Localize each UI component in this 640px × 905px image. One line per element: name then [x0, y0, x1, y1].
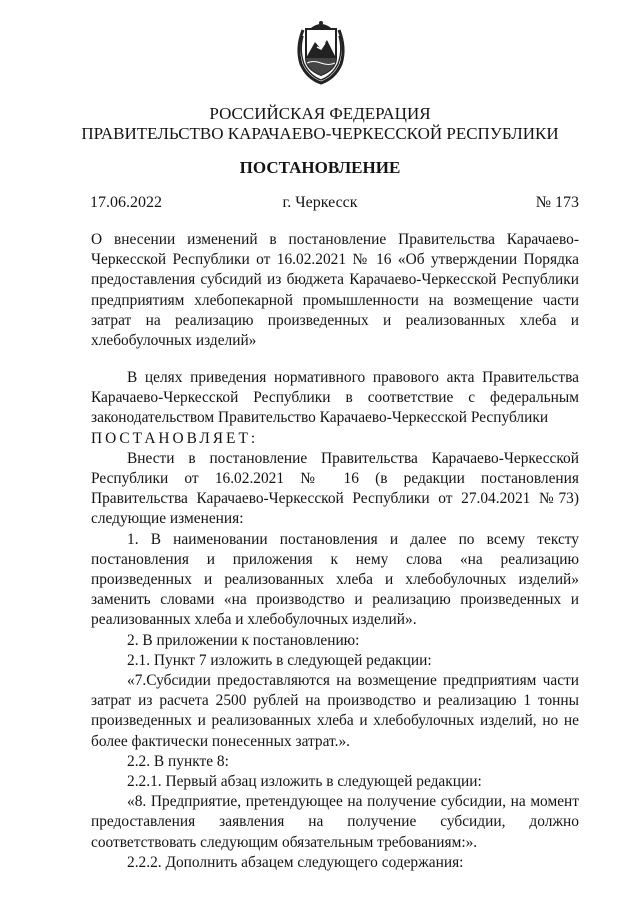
document-date: 17.06.2022: [90, 194, 162, 211]
paragraph-item-2-2-1: 2.2.1. Первый абзац изложить в следующей редакции:: [127, 773, 482, 791]
government-heading: ПРАВИТЕЛЬСТВО КАРАЧАЕВО-ЧЕРКЕССКОЙ РЕСПУБЛИКИ: [81, 124, 559, 143]
paragraph-item-2-1: 2.1. Пункт 7 изложить в следующей редакции:: [127, 651, 432, 669]
document-subject: [91, 230, 579, 351]
paragraph-amend-intro: Внести в постановление Правительства Карачаево-Черкесской Республики от 16.02.2021 № 16 (в редакции постановления Правительства Карачаево-Черкесской Республики от 27.04.2021 №73) следующие изменения:: [91, 449, 579, 528]
decree-word: ПОСТАНОВЛЯЕТ:: [91, 429, 259, 447]
document-number: № 173: [535, 194, 579, 211]
preamble-paragraph: В целях приведения нормативного правового акта Правительства Карачаево-Черкесской Республики в соответствие с федеральным законодательством Правительство Карачаево-Черкесской Республики: [91, 369, 579, 427]
country-heading: РОССИЙСКАЯ ФЕДЕРАЦИЯ: [209, 104, 431, 123]
subject-text: О внесении изменений в постановление Правительства Карачаево-Черкесской Республики от 16.02.2021 № 16 «Об утверждении Порядка предоставления субсидий из бюджета Карачаево-Черкесской Республики предприятиям хлебопекарной промышленности на возмещение части затрат на реализацию произведенных и реализованных хлеба и хлебобулочных изделий»: [91, 231, 579, 350]
coat-of-arms-emblem: [293, 18, 349, 86]
paragraph-item-2-2-2: 2.2.2. Дополнить абзацем следующего содержания:: [127, 853, 464, 871]
paragraph-item-2-2: 2.2. В пункте 8:: [127, 752, 229, 770]
document-body: [91, 368, 579, 873]
document-city: г. Черкесск: [282, 194, 358, 211]
paragraph-item-1: 1. В наименовании постановления и далее по всему тексту постановления и приложения к нему слова «на реализацию произведенных и реализованных хлеба и хлебобулочных изделий» заменить словами «на производство и реализацию произведенных и реализованных хлеба и хлебобулочных изделий».: [91, 530, 579, 629]
document-type-title: ПОСТАНОВЛЕНИЕ: [239, 158, 401, 177]
paragraph-item-2: 2. В приложении к постановлению:: [127, 631, 360, 649]
paragraph-item-7-text: «7.Субсидии предоставляются на возмещение предприятиям части затрат из расчета 2500 рублей на производство и реализацию 1 тонны произведенных и реализованных хлеба и хлебобулочных изделий, но не более фактически понесенных затрат.».: [91, 672, 579, 750]
paragraph-item-8-text: «8. Предприятие, претендующее на получение субсидии, на момент предоставления заявления на получение субсидии, должно соответствовать следующим обязательным требованиям:».: [91, 793, 579, 851]
